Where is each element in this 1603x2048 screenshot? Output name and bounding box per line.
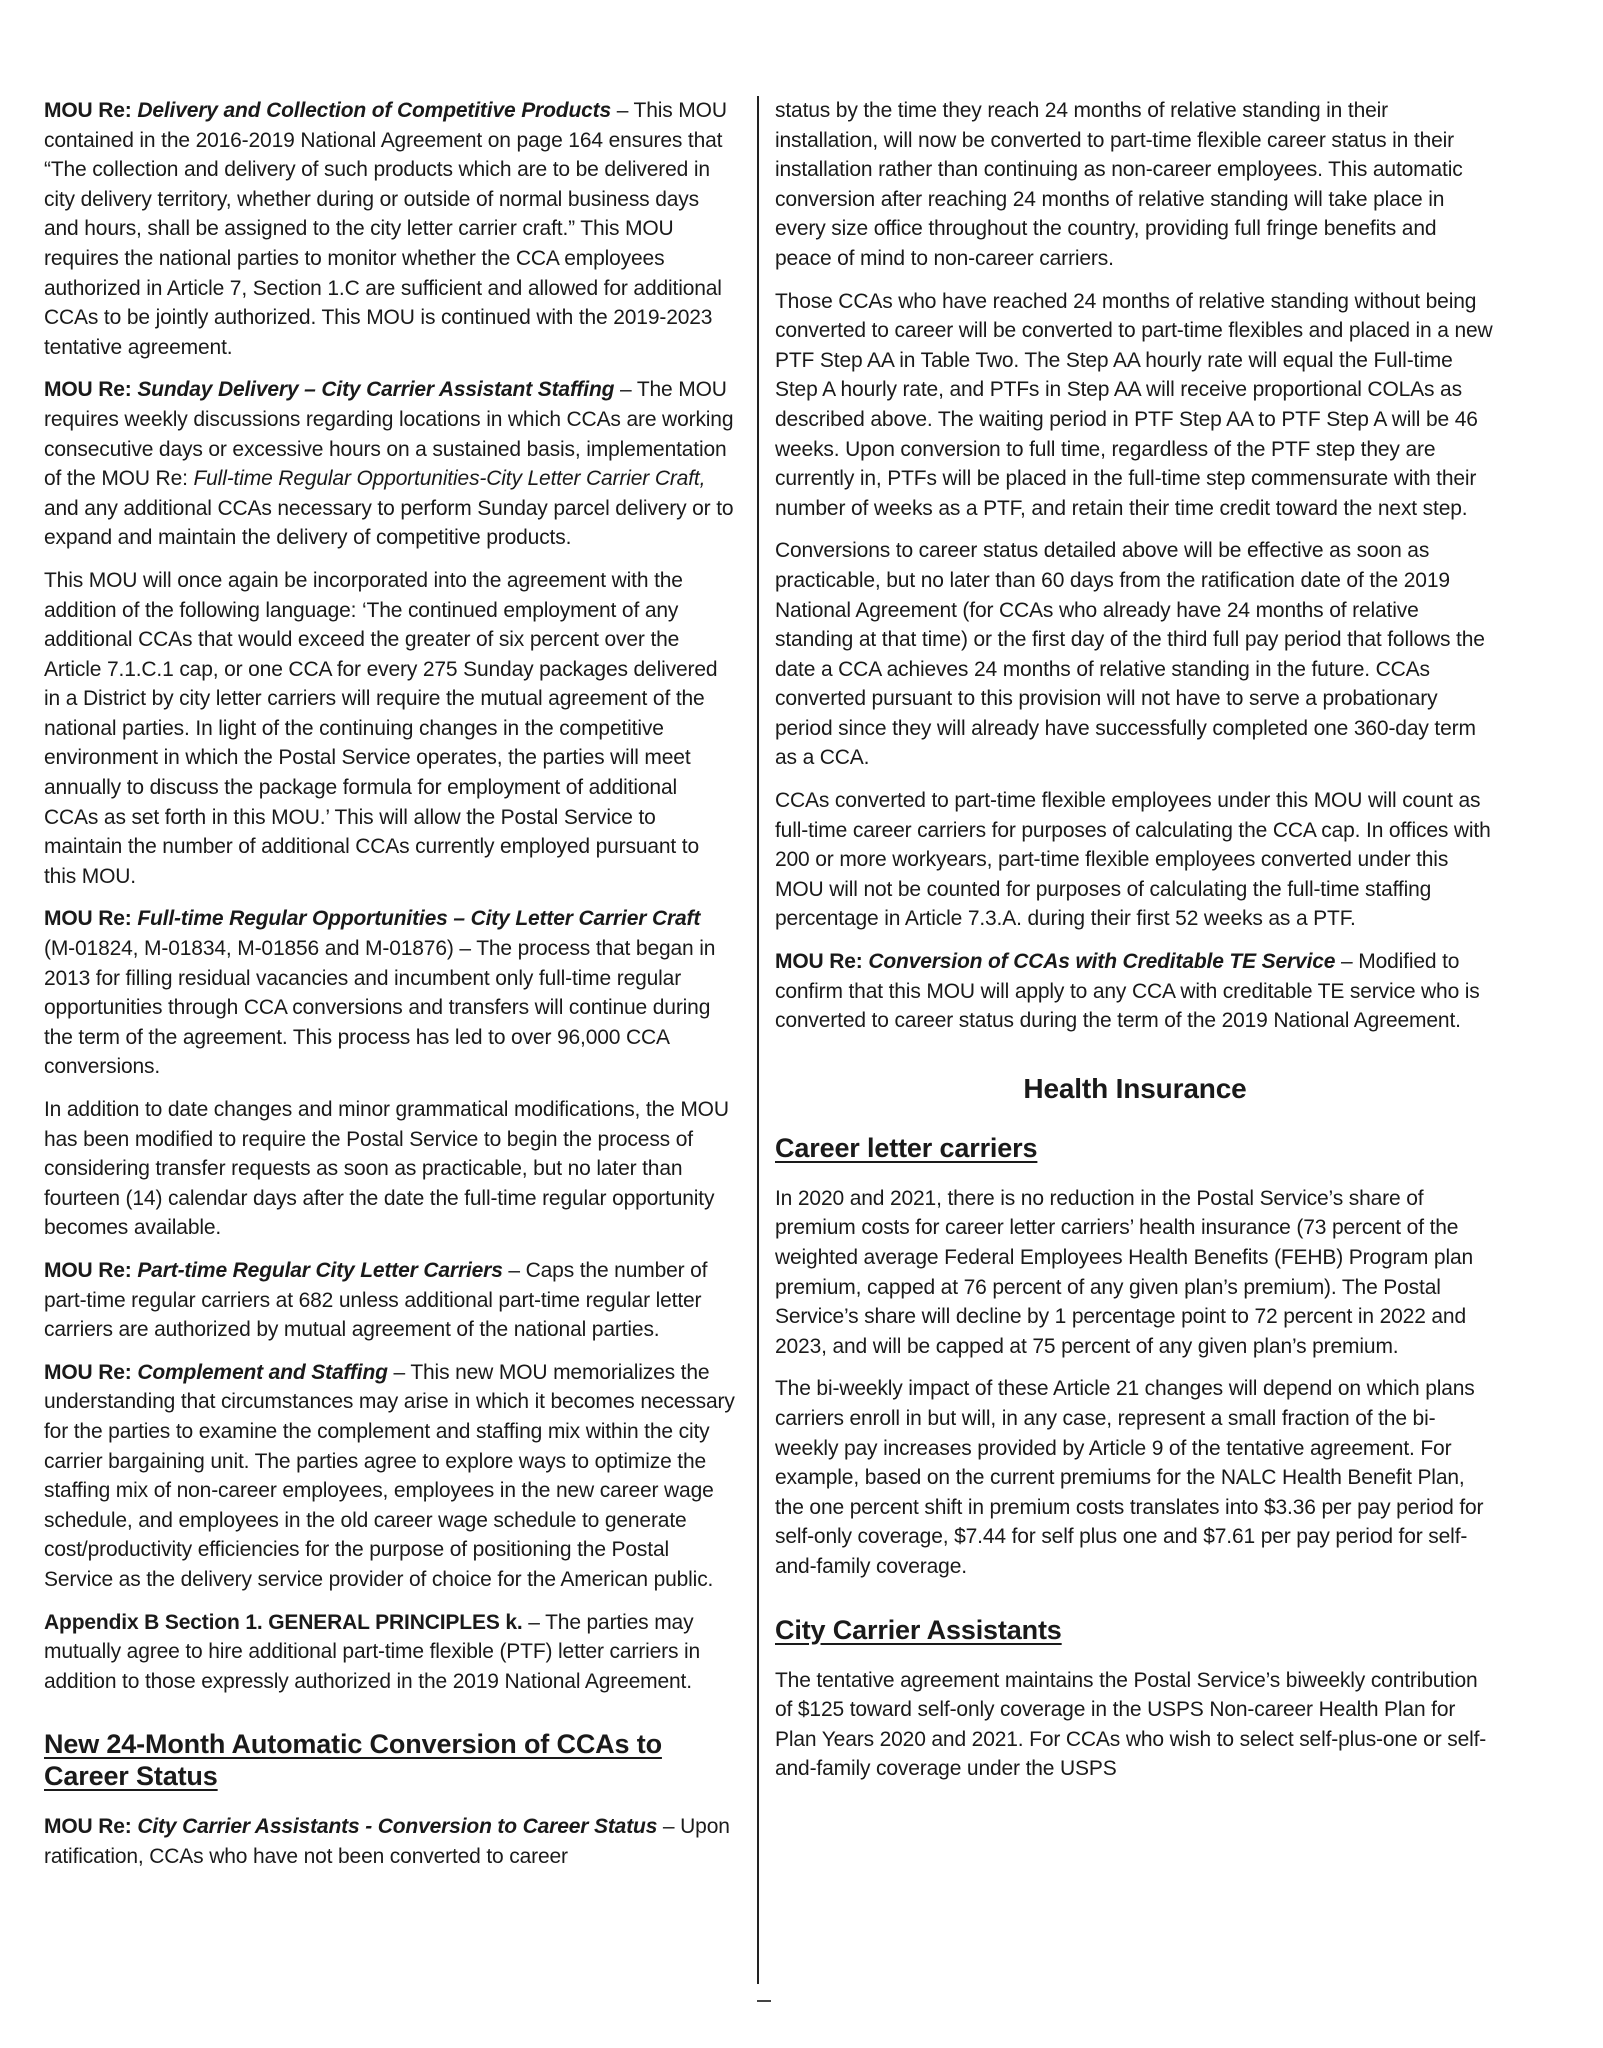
mou-italic-ref: Full-time Regular Opportunities-City Letter Carrier Craft, (193, 467, 706, 491)
column-divider (757, 96, 759, 1984)
section-heading-conversion: New 24-Month Automatic Conversion of CCAs to Career Status (44, 1729, 662, 1792)
paragraph: status by the time they reach 24 months of relative standing in their installation, will now be converted to part-time flexible career status in their installation rather than continuing as non-career employees. This automatic conversion after reaching 24 months of relative standing will take place in every size office throughout the country, providing full fringe benefits and peace of mind to non-career carriers. (775, 99, 1463, 270)
mou-body: – This MOU contained in the 2016-2019 National Agreement on page 164 ensures that “The collection and delivery of such products which are to be delivered in city delivery territory, whether during or outside of normal business days and hours, shall be assigned to the city letter carrier craft.” This MOU requires the national parties to monitor whether the CCA employees authorized in Article 7, Section 1.C are sufficient and allowed for additional CCAs to be jointly authorized. This MOU is continued with the 2019-2023 tentative agreement. (44, 99, 727, 359)
mou-body: and any additional CCAs necessary to perform Sunday parcel delivery or to expand and maintain the delivery of competitive products. (44, 496, 734, 550)
mou-title: Sunday Delivery – City Carrier Assistant Staffing (137, 378, 615, 402)
mou-part-time-regular (44, 1256, 736, 1345)
appendix-body: – The parties may mutually agree to hire additional part-time flexible (PTF) letter carriers in addition to those expressly authorized in the 2019 National Agreement. (44, 1610, 701, 1693)
mou-cca-conversion (44, 1812, 736, 1871)
mou-body: (M-01824, M-01834, M-01856 and M-01876) – The process that began in 2013 for filling residual vacancies and incumbent only full-time regular opportunities through CCA conversions and transfers will continue during the term of the agreement. This process has led to over 96,000 CCA conversions. (44, 937, 716, 1079)
paragraph: In 2020 and 2021, there is no reduction in the Postal Service’s share of premium costs for career letter carriers’ health insurance (73 percent of the weighted average Federal Employees Health Benefits (FEHB) Program plan premium, capped at 76 percent of any given plan’s premium). The Postal Service’s share will decline by 1 percentage point to 72 percent in 2022 and 2023, and will be capped at 75 percent of any given plan’s premium. (775, 1186, 1474, 1358)
career-letter-carriers-heading: Career letter carriers (775, 1132, 1038, 1163)
paragraph: This MOU will once again be incorporated into the agreement with the addition of the following language: ‘The continued employment of any additional CCAs that would exceed the greater of six percent over the Article 7.1.C.1 cap, or one CCA for every 275 Sunday packages delivered in a District by city letter carriers will require the mutual agreement of the national parties. In light of the continuing changes in the competitive environment in which the Postal Service operates, the parties will meet annually to discuss the package formula for employment of additional CCAs as set forth in this MOU.’ This will allow the Postal Service to maintain the number of additional CCAs currently employed pursuant to this MOU. (44, 568, 718, 888)
mou-creditable-te (775, 947, 1495, 1036)
paragraph: The bi-weekly impact of these Article 21 changes will depend on which plans carriers enroll in but will, in any case, represent a small fraction of the bi-weekly pay increases provided by Article 9 of the tentative agreement. For example, based on the current premiums for the NALC Health Benefit Plan, the one percent shift in premium costs translates into $3.36 per pay period for self-only coverage, $7.44 for self plus one and $7.61 per pay period for self-and-family coverage. (775, 1377, 1484, 1578)
mou-title: Full-time Regular Opportunities – City Letter Carrier Craft (137, 907, 701, 931)
paragraph: In addition to date changes and minor grammatical modifications, the MOU has been modified to require the Postal Service to begin the process of considering transfer requests as soon as practicable, but no later than fourteen (14) calendar days after the date the full-time regular opportunity becomes available. (44, 1098, 729, 1240)
paragraph: CCAs converted to part-time flexible employees under this MOU will count as full-time career carriers for purposes of calculating the CCA cap. In offices with 200 or more workyears, part-time flexible employees converted under this MOU will not be counted for purposes of calculating the full-time staffing percentage in Article 7.3.A. during their first 52 weeks as a PTF. (775, 789, 1491, 931)
mou-title: City Carrier Assistants - Conversion to Career Status (137, 1815, 658, 1839)
mou-body: – The MOU requires weekly discussions regarding locations in which CCAs are working consecutive days or excessive hours on a sustained basis, implementation of the MOU Re: (44, 378, 734, 491)
paragraph: Those CCAs who have reached 24 months of relative standing without being converted to career will be converted to part-time flexibles and placed in a new PTF Step AA in Table Two. The Step AA hourly rate will equal the Full-time Step A hourly rate, and PTFs in Step AA will receive proportional COLAs as described above. The waiting period in PTF Step AA to PTF Step A will be 46 weeks. Upon conversion to full time, regardless of the PTF step they are currently in, PTFs will be placed in the full-time step commensurate with their number of weeks as a PTF, and retain their time credit toward the next step. (775, 289, 1493, 520)
mou-lead: MOU Re: (44, 378, 138, 402)
mou-lead: MOU Re: (44, 99, 138, 122)
mou-title: Part-time Regular City Letter Carriers (137, 1258, 503, 1282)
paragraph: Conversions to career status detailed above will be effective as soon as practicable, but no later than 60 days from the ratification date of the 2019 National Agreement (for CCAs who already have 24 months of relative standing at that time) or the first day of the third full pay period that follows the date a CCA achieves 24 months of relative standing in the future. CCAs converted pursuant to this provision will not have to serve a probationary period since they will already have successfully completed one 360-day term as a CCA. (775, 539, 1485, 770)
mou-lead: MOU Re: (44, 1815, 138, 1839)
right-column (775, 96, 1495, 1797)
paragraph: The tentative agreement maintains the Postal Service’s biweekly contribution of $125 toward self-only coverage in the USPS Non-career Health Plan for Plan Years 2020 and 2021. For CCAs who wish to select self-plus-one or self-and-family coverage under the USPS (775, 1668, 1487, 1781)
mou-title: Conversion of CCAs with Creditable TE Service (868, 950, 1336, 974)
city-carrier-assistants-heading: City Carrier Assistants (775, 1614, 1062, 1645)
left-column (44, 96, 736, 1884)
appendix-b-paragraph (44, 1608, 736, 1697)
mou-lead: MOU Re: (44, 1258, 138, 1282)
mou-body: – Modified to confirm that this MOU will apply to any CCA with creditable TE service who is converted to career status during the term of the 2019 National Agreement. (775, 950, 1480, 1033)
mou-body: – Caps the number of part-time regular carriers at 682 unless additional part-time regular letter carriers are authorized by mutual agreement of the national parties. (44, 1258, 708, 1342)
mou-full-time-regular (44, 904, 736, 1082)
mou-body: – Upon ratification, CCAs who have not been converted to career (44, 1815, 730, 1868)
mou-sunday-delivery (44, 375, 736, 553)
mou-title: Delivery and Collection of Competitive Products (137, 99, 612, 122)
mou-complement-staffing (44, 1358, 736, 1595)
page-mark (757, 2000, 771, 2002)
mou-body: – This new MOU memorializes the understanding that circumstances may arise in which it becomes necessary for the parties to examine the complement and staffing mix within the city carrier bargaining unit. The parties agree to explore ways to optimize the staffing mix of non-career employees, employees in the new career wage schedule, and employees in the old career wage schedule to generate cost/productivity efficiencies for the purpose of positioning the Postal Service as the delivery service provider of choice for the American public. (44, 1360, 735, 1591)
mou-lead: MOU Re: (44, 907, 138, 931)
appendix-lead: Appendix B Section 1. GENERAL PRINCIPLES k. (44, 1610, 523, 1634)
mou-lead: MOU Re: (44, 1360, 138, 1384)
mou-title: Complement and Staffing (137, 1360, 388, 1384)
health-insurance-heading: Health Insurance (1023, 1072, 1247, 1104)
mou-competitive-products (44, 96, 736, 362)
mou-lead: MOU Re: (775, 950, 869, 974)
